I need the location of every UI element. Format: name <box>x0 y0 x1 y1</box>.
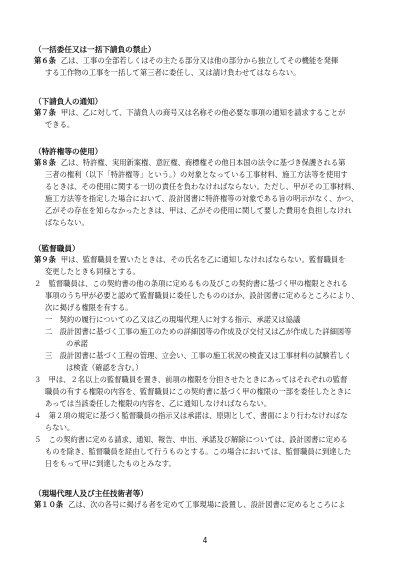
paragraph-line: ４ 第２項の規定に基づく監督職員の指示又は承諾は、原則として、書面により行わなければな <box>34 411 348 420</box>
section-heading: （下請負人の通知） <box>34 97 103 106</box>
page-number: 4 <box>202 536 208 545</box>
paragraph-line: ばならない。 <box>45 218 89 227</box>
paragraph-line: できる。 <box>45 120 75 129</box>
paragraph-line: 三 設計図書に基づく工程の管理、立会い、工事の施工状況の検査又は工事材料の試験若しく <box>45 351 352 360</box>
paragraph-line: 事項のうち甲が必要と認めて監督職員に委任したもののほか、設計図書に定めるところにより、 <box>45 291 359 300</box>
section-article-9 <box>34 243 386 470</box>
paragraph-line: する工作物の工事を一括して第三者に委任し、又は請け負わせてはならない。 <box>45 68 301 77</box>
paragraph-line: 第６条 乙は、工事の全部若しくはその主たる部分又は他の部分から独立してその機能を発揮 <box>34 56 339 65</box>
section-article-8 <box>34 146 386 229</box>
article-number: 第８条 <box>34 158 56 167</box>
section-heading: （監督職員） <box>34 244 80 253</box>
paragraph-line: 日をもって甲に到達したものとみなす。 <box>45 459 176 468</box>
paragraph-line: の承諾 <box>66 339 88 348</box>
paragraph-line: 職員の有する権限の内容を、監督職員にこの契約書に基づく甲の権限の一部を委任したときに <box>45 387 352 396</box>
paragraph-line: ５ この契約書に定める請求、通知、報告、申出、承諾及び解除については、設計図書に定める <box>34 435 348 444</box>
paragraph-line: 二 設計図書に基づく工事の施工のための詳細図等の作成及び交付又は乙が作成した詳細図等 <box>45 327 352 336</box>
paragraph-line: 一 契約の履行についての乙又は乙の現場代理人に対する指示、承諾又は協議 <box>45 315 301 324</box>
article-number: 第６条 <box>34 56 56 65</box>
section-article-6 <box>34 44 386 79</box>
paragraph-line: 第８条 乙は、特許権、実用新案権、意匠権、商標権その他日本国の法令に基づき保護される第 <box>34 158 346 167</box>
paragraph-line: るときは、その使用に関する一切の責任を負わなければならない。ただし、甲がその工事材料、 <box>45 182 359 191</box>
paragraph-line: 第９条 甲は、監督職員を置いたときは、その氏名を乙に通知しなければならない。監督職員を <box>34 255 346 264</box>
paragraph-line: ２ 監督職員は、この契約書の他の条項に定めるもの及びこの契約書に基づく甲の権限とされる <box>34 279 348 288</box>
paragraph-line: 第１０条 乙は、次の各号に掲げる者を定めて工事現場に設置し、設計図書に定めるところによ <box>34 500 346 509</box>
article-number: 第１０条 <box>34 500 64 509</box>
section-heading: （特許権等の使用） <box>34 147 103 156</box>
paragraph-line: らない。 <box>45 423 75 432</box>
article-number: 第９条 <box>34 255 56 264</box>
paragraph-line: 次に掲げる権限を有する。 <box>45 303 133 312</box>
section-heading: （現場代理人及び主任技術者等） <box>34 489 148 498</box>
paragraph-line: 乙がその存在を知らなかったときは、甲は、乙がその使用に関して要した費用を負担しなけれ <box>45 206 352 215</box>
paragraph-line: ものを除き、監督職員を経由して行うものとする。この場合においては、監督職員に到達した <box>45 447 352 456</box>
paragraph-line: ３ 甲は、２名以上の監督職員を置き、前項の権限を分担させたときにあってはそれぞれの監督 <box>34 375 348 384</box>
paragraph-line: 変更したときも同様とする。 <box>45 267 140 276</box>
section-heading: （一括委任又は一括下請負の禁止） <box>34 45 156 54</box>
paragraph-line: 施工方法等を指定した場合において、設計図書に特許権等の対象である旨の明示がなく、かつ、 <box>45 194 359 203</box>
paragraph-line: は検査（確認を含む。） <box>66 363 143 372</box>
paragraph-line: 第７条 甲は、乙に対して、下請負人の商号又は名称その他必要な事項の通知を請求することが <box>34 108 346 117</box>
section-article-7 <box>34 96 386 131</box>
section-article-10 <box>34 488 386 511</box>
paragraph-line: 三者の権利（以下「特許権等」という。）の対象となっている工事材料、施工方法等を使用す <box>45 170 348 179</box>
paragraph-line: あっては当該委任した権限の内容を、乙に通知しなければならない。 <box>45 399 272 408</box>
article-number: 第７条 <box>34 108 56 117</box>
